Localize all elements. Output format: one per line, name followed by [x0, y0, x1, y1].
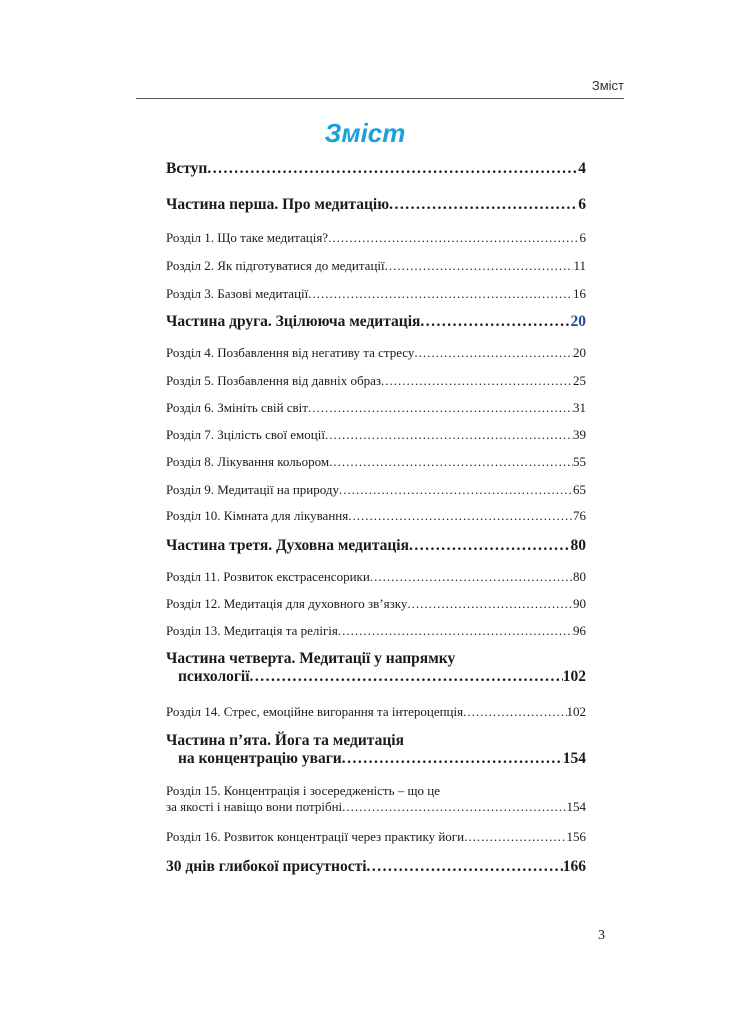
toc-entry [166, 230, 586, 246]
page-title: Зміст [324, 118, 406, 148]
toc-entry [166, 858, 586, 876]
leader-dots [370, 569, 573, 585]
leader-dots [339, 482, 573, 498]
toc-entry-label: Розділ 10. Кімната для лікування [166, 508, 349, 523]
toc-entry-label: Розділ 16. Розвиток концентрації через практику йоги [166, 829, 465, 844]
toc-entry-label: Розділ 5. Позбавлення від давніх образ [166, 373, 382, 388]
toc-entry-label: Розділ 11. Розвиток екстрасенсорики [166, 569, 370, 584]
toc-entry [166, 373, 586, 389]
toc-entry [166, 650, 586, 686]
leader-dots [308, 286, 573, 302]
toc-entry-page: 154 [562, 750, 586, 767]
toc-entry [166, 286, 586, 302]
leader-dots [420, 313, 570, 331]
toc-entry [166, 569, 586, 585]
toc-entry-page: 31 [573, 400, 586, 415]
toc-entry-label: Розділ 4. Позбавлення від негативу та стресу [166, 345, 415, 360]
leader-dots [389, 196, 578, 214]
toc-entry-label: Розділ 12. Медитація для духовного зв’язку [166, 596, 408, 611]
toc-entry-label: Розділ 2. Як підготуватися до медитації [166, 258, 385, 273]
leader-dots [329, 454, 573, 470]
toc-entry-label: Розділ 6. Змініть свій світ [166, 400, 308, 415]
toc-entry-page: 80 [573, 569, 586, 584]
toc-entry-page: 11 [573, 258, 586, 273]
toc-entry-page: 4 [578, 160, 586, 177]
toc-entry-label: Розділ 3. Базові медитації [166, 286, 309, 301]
toc-entry [166, 454, 586, 470]
running-header-title: Зміст [591, 78, 624, 93]
leader-dots [207, 160, 578, 178]
toc-entry [166, 345, 586, 361]
toc-entry [166, 482, 586, 498]
toc-entry [166, 400, 586, 416]
toc-entry-label: Розділ 13. Медитація та релігія [166, 623, 338, 638]
toc-entry-page: 76 [573, 508, 586, 523]
toc-entry-page: 80 [570, 537, 586, 554]
toc-entry-label: Розділ 7. Зцілість свої емоції [166, 427, 325, 442]
leader-dots [463, 704, 566, 720]
toc-entry [166, 508, 586, 524]
toc-entry-page: 156 [566, 829, 586, 844]
leader-dots [338, 623, 573, 639]
running-header [136, 74, 624, 99]
leader-dots [464, 829, 566, 845]
toc-entry-label: Частина третя. Духовна медитація [166, 537, 409, 554]
leader-dots [367, 858, 563, 876]
toc-entry-page: 6 [579, 230, 586, 245]
toc-entry-page: 39 [573, 427, 586, 442]
leader-dots [414, 345, 573, 361]
toc-entry [166, 783, 586, 815]
toc-entry-label: Вступ [166, 160, 208, 177]
toc-entry-page: 6 [578, 196, 586, 213]
toc-entry [166, 160, 586, 178]
toc-entry-page: 25 [573, 373, 586, 388]
toc-entry-label: Частина п’ята. Йога та медитація [166, 732, 404, 749]
toc-entry-page: 90 [573, 596, 586, 611]
toc-entry [166, 704, 586, 720]
toc-entry-page: 154 [566, 799, 586, 814]
leader-dots [342, 799, 566, 815]
toc-entry-label: 30 днів глибокої присутності [166, 858, 367, 875]
toc-entry-label: Розділ 9. Медитації на природу [166, 482, 339, 497]
toc-entry-label-continued: на концентрацію уваги [178, 750, 342, 767]
toc-entry-page: 20 [570, 313, 586, 330]
toc-entry-page: 166 [562, 858, 586, 875]
leader-dots [250, 668, 563, 686]
toc-entry [166, 313, 586, 331]
toc-entry-label: Розділ 8. Лікування кольором [166, 454, 330, 469]
toc-entry-label: Розділ 1. Що таке медитація? [166, 230, 329, 245]
toc-entry-page: 96 [573, 623, 586, 638]
toc-entry-label-continued: психології [178, 668, 250, 685]
leader-dots [328, 230, 579, 246]
toc-entry [166, 596, 586, 612]
leader-dots [385, 258, 574, 274]
toc-entry [166, 829, 586, 845]
toc-entry [166, 623, 586, 639]
toc-entry-page: 20 [573, 345, 586, 360]
leader-dots [407, 596, 573, 612]
page-number: 3 [598, 928, 605, 943]
toc-entry-page: 16 [573, 286, 586, 301]
toc-entry-page: 102 [562, 668, 586, 685]
toc-entry [166, 196, 586, 214]
toc-entry-label: Частина перша. Про медитацію [166, 196, 390, 213]
toc-entry [166, 732, 586, 768]
toc-entry-page: 102 [566, 704, 586, 719]
leader-dots [409, 537, 571, 555]
toc-entry-label: Частина друга. Зцілююча медитація [166, 313, 421, 330]
leader-dots [348, 508, 573, 524]
toc-entry-page: 65 [573, 482, 586, 497]
toc-entry [166, 537, 586, 555]
toc-entry [166, 258, 586, 274]
toc-entry-page: 55 [573, 454, 586, 469]
leader-dots [381, 373, 573, 389]
leader-dots [325, 427, 573, 443]
leader-dots [342, 750, 563, 768]
toc-entry-label-continued: за якості і навіщо вони потрібні [166, 799, 343, 814]
leader-dots [308, 400, 573, 416]
toc-entry [166, 427, 586, 443]
toc-entry-label: Частина четверта. Медитації у напрямку [166, 650, 456, 667]
toc-entry-label: Розділ 15. Концентрація і зосередженість – що це [166, 783, 441, 798]
toc-entry-label: Розділ 14. Стрес, емоційне вигорання та інтероцепція [166, 704, 464, 719]
